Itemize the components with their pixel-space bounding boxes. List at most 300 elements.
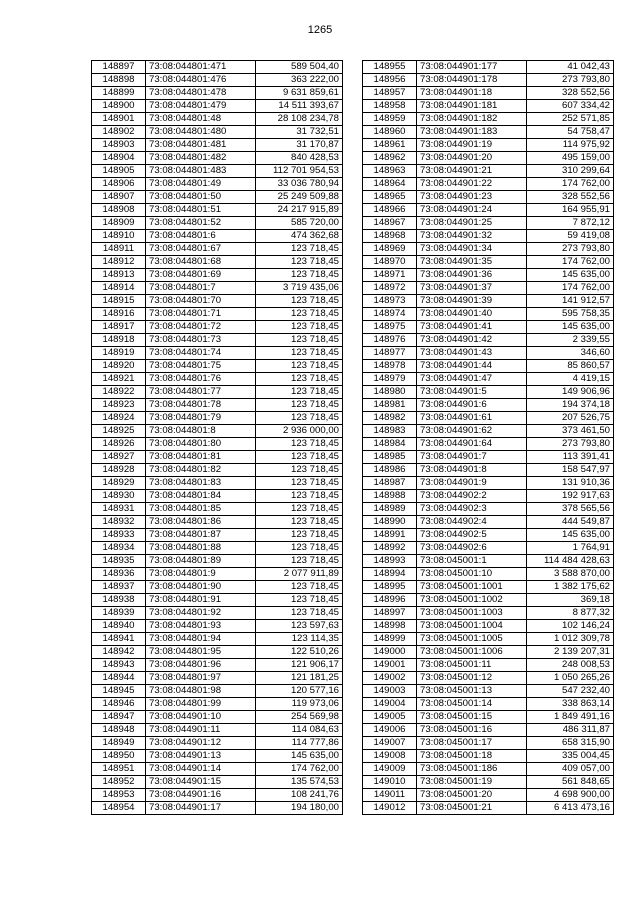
cadastral-value: 194 374,18	[527, 399, 614, 412]
cadastral-value: 123 718,45	[256, 594, 343, 607]
row-number: 148925	[92, 425, 146, 438]
row-number: 149001	[363, 659, 417, 672]
cadastral-value: 7 872,12	[527, 217, 614, 230]
cadastral-number: 73:08:044902:2	[417, 490, 527, 503]
cadastral-number: 73:08:044901:6	[417, 399, 527, 412]
table-row	[363, 750, 614, 763]
cadastral-number: 73:08:044901:177	[417, 61, 527, 74]
table-row	[92, 126, 343, 139]
row-number: 148926	[92, 438, 146, 451]
cadastral-number: 73:08:044801:67	[146, 243, 256, 256]
table-row	[92, 529, 343, 542]
cadastral-number: 73:08:044801:68	[146, 256, 256, 269]
table-row	[363, 178, 614, 191]
cadastral-value: 123 718,45	[256, 243, 343, 256]
row-number: 148990	[363, 516, 417, 529]
table-row	[92, 802, 343, 815]
cadastral-number: 73:08:044902:6	[417, 542, 527, 555]
row-number: 148956	[363, 74, 417, 87]
row-number: 148985	[363, 451, 417, 464]
cadastral-number: 73:08:044901:37	[417, 282, 527, 295]
table-row	[92, 152, 343, 165]
table-row	[92, 438, 343, 451]
cadastral-number: 73:08:044801:6	[146, 230, 256, 243]
row-number: 148898	[92, 74, 146, 87]
cadastral-value: 123 718,45	[256, 451, 343, 464]
cadastral-value: 123 718,45	[256, 607, 343, 620]
cadastral-number: 73:08:044901:5	[417, 386, 527, 399]
cadastral-value: 248 008,53	[527, 659, 614, 672]
cadastral-number: 73:08:044801:95	[146, 646, 256, 659]
cadastral-value: 254 569,98	[256, 711, 343, 724]
table-row	[363, 74, 614, 87]
table-row	[363, 464, 614, 477]
row-number: 148962	[363, 152, 417, 165]
cadastral-number: 73:08:045001:10	[417, 568, 527, 581]
cadastral-number: 73:08:045001:1	[417, 555, 527, 568]
table-row	[363, 698, 614, 711]
cadastral-value: 123 718,45	[256, 529, 343, 542]
cadastral-value: 14 511 393,67	[256, 100, 343, 113]
cadastral-number: 73:08:044901:183	[417, 126, 527, 139]
cadastral-number: 73:08:044801:480	[146, 126, 256, 139]
row-number: 148980	[363, 386, 417, 399]
row-number: 148975	[363, 321, 417, 334]
row-number: 148910	[92, 230, 146, 243]
cadastral-value: 123 718,45	[256, 490, 343, 503]
cadastral-value: 123 718,45	[256, 399, 343, 412]
cadastral-value: 114 484 428,63	[527, 555, 614, 568]
table-row	[363, 789, 614, 802]
cadastral-number: 73:08:044901:61	[417, 412, 527, 425]
cadastral-number: 73:08:044901:34	[417, 243, 527, 256]
row-number: 148923	[92, 399, 146, 412]
cadastral-number: 73:08:045001:1005	[417, 633, 527, 646]
row-number: 148965	[363, 191, 417, 204]
table-row	[92, 74, 343, 87]
row-number: 148902	[92, 126, 146, 139]
cadastral-number: 73:08:044901:47	[417, 373, 527, 386]
row-number: 148918	[92, 334, 146, 347]
table-row	[363, 100, 614, 113]
cadastral-value: 123 718,45	[256, 386, 343, 399]
cadastral-value: 174 762,00	[527, 178, 614, 191]
cadastral-number: 73:08:044901:42	[417, 334, 527, 347]
cadastral-value: 658 315,90	[527, 737, 614, 750]
cadastral-value: 495 159,00	[527, 152, 614, 165]
cadastral-value: 108 241,76	[256, 789, 343, 802]
row-number: 148964	[363, 178, 417, 191]
row-number: 148951	[92, 763, 146, 776]
table-row	[92, 776, 343, 789]
cadastral-number: 73:08:044901:9	[417, 477, 527, 490]
cadastral-number: 73:08:044901:35	[417, 256, 527, 269]
cadastral-number: 73:08:044901:36	[417, 269, 527, 282]
cadastral-number: 73:08:044901:40	[417, 308, 527, 321]
row-number: 149009	[363, 763, 417, 776]
cadastral-value: 113 391,41	[527, 451, 614, 464]
row-number: 148909	[92, 217, 146, 230]
row-number: 148967	[363, 217, 417, 230]
table-row	[363, 490, 614, 503]
cadastral-value: 252 571,85	[527, 113, 614, 126]
cadastral-number: 73:08:044901:41	[417, 321, 527, 334]
cadastral-value: 3 719 435,06	[256, 282, 343, 295]
cadastral-value: 174 762,00	[527, 256, 614, 269]
cadastral-number: 73:08:044801:89	[146, 555, 256, 568]
row-number: 148920	[92, 360, 146, 373]
cadastral-value: 112 701 954,53	[256, 165, 343, 178]
cadastral-value: 102 146,24	[527, 620, 614, 633]
cadastral-number: 73:08:044901:12	[146, 737, 256, 750]
row-number: 148987	[363, 477, 417, 490]
cadastral-number: 73:08:044901:25	[417, 217, 527, 230]
cadastral-value: 123 718,45	[256, 581, 343, 594]
cadastral-number: 73:08:044801:482	[146, 152, 256, 165]
cadastral-number: 73:08:044801:51	[146, 204, 256, 217]
table-row	[363, 412, 614, 425]
table-row	[363, 243, 614, 256]
row-number: 148968	[363, 230, 417, 243]
cadastral-value: 131 910,36	[527, 477, 614, 490]
row-number: 148977	[363, 347, 417, 360]
cadastral-value: 9 631 859,61	[256, 87, 343, 100]
row-number: 148976	[363, 334, 417, 347]
table-row	[363, 581, 614, 594]
cadastral-number: 73:08:044801:75	[146, 360, 256, 373]
table-row	[92, 555, 343, 568]
cadastral-number: 73:08:044901:15	[146, 776, 256, 789]
cadastral-value: 4 698 900,00	[527, 789, 614, 802]
row-number: 148960	[363, 126, 417, 139]
page-number: 1265	[307, 24, 333, 36]
cadastral-value: 123 718,45	[256, 269, 343, 282]
cadastral-value: 363 222,00	[256, 74, 343, 87]
cadastral-number: 73:08:044801:49	[146, 178, 256, 191]
cadastral-number: 73:08:045001:13	[417, 685, 527, 698]
table-row	[92, 646, 343, 659]
row-number: 148984	[363, 438, 417, 451]
table-row	[363, 295, 614, 308]
cadastral-value: 123 597,63	[256, 620, 343, 633]
table-row	[92, 191, 343, 204]
table-row	[92, 750, 343, 763]
cadastral-number: 73:08:044901:17	[146, 802, 256, 815]
row-number: 148995	[363, 581, 417, 594]
cadastral-value: 123 718,45	[256, 295, 343, 308]
cadastral-value: 3 588 870,00	[527, 568, 614, 581]
table-row	[92, 113, 343, 126]
cadastral-number: 73:08:044801:476	[146, 74, 256, 87]
cadastral-number: 73:08:044901:182	[417, 113, 527, 126]
cadastral-value: 373 461,50	[527, 425, 614, 438]
row-number: 148928	[92, 464, 146, 477]
row-number: 148961	[363, 139, 417, 152]
cadastral-value: 41 042,43	[527, 61, 614, 74]
cadastral-value: 607 334,42	[527, 100, 614, 113]
table-row	[92, 737, 343, 750]
table-row	[92, 620, 343, 633]
cadastral-number: 73:08:044801:99	[146, 698, 256, 711]
cadastral-value: 121 906,17	[256, 659, 343, 672]
cadastral-number: 73:08:045001:186	[417, 763, 527, 776]
table-row	[363, 763, 614, 776]
row-number: 148935	[92, 555, 146, 568]
cadastral-table-left	[91, 60, 343, 815]
table-row	[92, 464, 343, 477]
cadastral-number: 73:08:044901:181	[417, 100, 527, 113]
table-row	[92, 685, 343, 698]
table-row	[92, 698, 343, 711]
row-number: 148974	[363, 308, 417, 321]
row-number: 148911	[92, 243, 146, 256]
row-number: 148958	[363, 100, 417, 113]
cadastral-number: 73:08:044801:85	[146, 503, 256, 516]
cadastral-value: 585 720,00	[256, 217, 343, 230]
row-number: 149010	[363, 776, 417, 789]
row-number: 148907	[92, 191, 146, 204]
cadastral-value: 123 718,45	[256, 503, 343, 516]
table-row	[92, 490, 343, 503]
cadastral-number: 73:08:044901:10	[146, 711, 256, 724]
row-number: 148949	[92, 737, 146, 750]
cadastral-value: 149 906,96	[527, 386, 614, 399]
table-row	[92, 711, 343, 724]
cadastral-value: 207 526,75	[527, 412, 614, 425]
table-row	[363, 516, 614, 529]
cadastral-number: 73:08:044901:24	[417, 204, 527, 217]
cadastral-number: 73:08:044901:16	[146, 789, 256, 802]
row-number: 148933	[92, 529, 146, 542]
row-number: 148901	[92, 113, 146, 126]
table-row	[92, 178, 343, 191]
row-number: 148991	[363, 529, 417, 542]
cadastral-value: 486 311,87	[527, 724, 614, 737]
cadastral-value: 1 050 265,26	[527, 672, 614, 685]
cadastral-number: 73:08:044801:80	[146, 438, 256, 451]
cadastral-value: 589 504,40	[256, 61, 343, 74]
cadastral-number: 73:08:045001:1003	[417, 607, 527, 620]
cadastral-value: 120 577,16	[256, 685, 343, 698]
cadastral-value: 54 758,47	[527, 126, 614, 139]
cadastral-number: 73:08:044801:83	[146, 477, 256, 490]
cadastral-value: 561 848,65	[527, 776, 614, 789]
row-number: 148966	[363, 204, 417, 217]
table-row	[363, 217, 614, 230]
table-row	[363, 776, 614, 789]
table-row	[92, 386, 343, 399]
cadastral-value: 2 077 911,89	[256, 568, 343, 581]
table-row	[92, 230, 343, 243]
table-row	[363, 542, 614, 555]
cadastral-value: 31 170,87	[256, 139, 343, 152]
row-number: 148942	[92, 646, 146, 659]
table-row	[92, 360, 343, 373]
cadastral-value: 121 181,25	[256, 672, 343, 685]
cadastral-value: 338 863,14	[527, 698, 614, 711]
row-number: 148963	[363, 165, 417, 178]
cadastral-number: 73:08:045001:16	[417, 724, 527, 737]
cadastral-value: 328 552,56	[527, 191, 614, 204]
cadastral-value: 174 762,00	[256, 763, 343, 776]
cadastral-value: 547 232,40	[527, 685, 614, 698]
row-number: 148945	[92, 685, 146, 698]
table-row	[92, 763, 343, 776]
row-number: 149007	[363, 737, 417, 750]
row-number: 148972	[363, 282, 417, 295]
cadastral-value: 59 419,08	[527, 230, 614, 243]
table-row	[92, 87, 343, 100]
row-number: 148900	[92, 100, 146, 113]
cadastral-value: 840 428,53	[256, 152, 343, 165]
row-number: 148950	[92, 750, 146, 763]
row-number: 148936	[92, 568, 146, 581]
row-number: 148944	[92, 672, 146, 685]
cadastral-value: 145 635,00	[256, 750, 343, 763]
row-number: 148997	[363, 607, 417, 620]
cadastral-number: 73:08:044902:5	[417, 529, 527, 542]
row-number: 149004	[363, 698, 417, 711]
row-number: 148921	[92, 373, 146, 386]
table-row	[363, 334, 614, 347]
table-row	[92, 243, 343, 256]
cadastral-value: 123 718,45	[256, 542, 343, 555]
cadastral-number: 73:08:044801:471	[146, 61, 256, 74]
row-number: 148952	[92, 776, 146, 789]
table-row	[363, 165, 614, 178]
row-number: 148981	[363, 399, 417, 412]
row-number: 148988	[363, 490, 417, 503]
table-row	[363, 269, 614, 282]
table-row	[363, 126, 614, 139]
row-number: 148927	[92, 451, 146, 464]
cadastral-number: 73:08:044801:79	[146, 412, 256, 425]
row-number: 148913	[92, 269, 146, 282]
cadastral-number: 73:08:044801:52	[146, 217, 256, 230]
row-number: 148930	[92, 490, 146, 503]
row-number: 148937	[92, 581, 146, 594]
row-number: 148986	[363, 464, 417, 477]
cadastral-number: 73:08:044901:11	[146, 724, 256, 737]
cadastral-number: 73:08:044901:7	[417, 451, 527, 464]
cadastral-value: 24 217 915,89	[256, 204, 343, 217]
table-row	[363, 386, 614, 399]
cadastral-value: 310 299,64	[527, 165, 614, 178]
cadastral-value: 123 718,45	[256, 412, 343, 425]
cadastral-table-right	[362, 60, 614, 815]
row-number: 148914	[92, 282, 146, 295]
row-number: 148982	[363, 412, 417, 425]
cadastral-number: 73:08:044902:3	[417, 503, 527, 516]
cadastral-number: 73:08:045001:17	[417, 737, 527, 750]
cadastral-number: 73:08:044801:96	[146, 659, 256, 672]
table-row	[363, 347, 614, 360]
row-number: 148954	[92, 802, 146, 815]
cadastral-number: 73:08:045001:1004	[417, 620, 527, 633]
row-number: 149008	[363, 750, 417, 763]
cadastral-number: 73:08:044801:70	[146, 295, 256, 308]
cadastral-value: 123 718,45	[256, 373, 343, 386]
table-row	[92, 308, 343, 321]
cadastral-number: 73:08:044901:22	[417, 178, 527, 191]
cadastral-value: 123 718,45	[256, 555, 343, 568]
table-row	[363, 438, 614, 451]
cadastral-value: 114 084,63	[256, 724, 343, 737]
cadastral-value: 122 510,26	[256, 646, 343, 659]
cadastral-number: 73:08:045001:20	[417, 789, 527, 802]
cadastral-number: 73:08:044801:81	[146, 451, 256, 464]
table-row	[363, 256, 614, 269]
cadastral-number: 73:08:044901:62	[417, 425, 527, 438]
table-row	[363, 477, 614, 490]
cadastral-value: 1 382 175,62	[527, 581, 614, 594]
row-number: 148938	[92, 594, 146, 607]
cadastral-number: 73:08:045001:11	[417, 659, 527, 672]
table-row	[363, 204, 614, 217]
cadastral-value: 123 718,45	[256, 334, 343, 347]
cadastral-number: 73:08:044801:76	[146, 373, 256, 386]
cadastral-number: 73:08:044901:43	[417, 347, 527, 360]
cadastral-number: 73:08:044901:32	[417, 230, 527, 243]
cadastral-number: 73:08:044801:478	[146, 87, 256, 100]
cadastral-value: 474 362,68	[256, 230, 343, 243]
table-row	[92, 633, 343, 646]
table-row	[92, 568, 343, 581]
cadastral-value: 145 635,00	[527, 321, 614, 334]
table-row	[363, 321, 614, 334]
cadastral-number: 73:08:045001:1001	[417, 581, 527, 594]
row-number: 148979	[363, 373, 417, 386]
row-number: 148917	[92, 321, 146, 334]
row-number: 148932	[92, 516, 146, 529]
table-row	[363, 61, 614, 74]
cadastral-number: 73:08:044801:8	[146, 425, 256, 438]
table-row	[363, 724, 614, 737]
cadastral-number: 73:08:044801:94	[146, 633, 256, 646]
cadastral-number: 73:08:044901:18	[417, 87, 527, 100]
cadastral-value: 595 758,35	[527, 308, 614, 321]
table-row	[363, 87, 614, 100]
row-number: 148897	[92, 61, 146, 74]
row-number: 148919	[92, 347, 146, 360]
row-number: 148998	[363, 620, 417, 633]
table-row	[363, 152, 614, 165]
table-row	[363, 503, 614, 516]
cadastral-number: 73:08:044801:90	[146, 581, 256, 594]
cadastral-value: 33 036 780,94	[256, 178, 343, 191]
row-number: 148939	[92, 607, 146, 620]
cadastral-value: 123 718,45	[256, 516, 343, 529]
cadastral-number: 73:08:044901:178	[417, 74, 527, 87]
cadastral-value: 378 565,56	[527, 503, 614, 516]
cadastral-number: 73:08:044801:71	[146, 308, 256, 321]
table-row	[92, 542, 343, 555]
cadastral-number: 73:08:045001:21	[417, 802, 527, 815]
cadastral-value: 31 732,51	[256, 126, 343, 139]
row-number: 148915	[92, 295, 146, 308]
cadastral-number: 73:08:044801:73	[146, 334, 256, 347]
cadastral-number: 73:08:044901:23	[417, 191, 527, 204]
row-number: 148992	[363, 542, 417, 555]
row-number: 149002	[363, 672, 417, 685]
table-row	[363, 646, 614, 659]
row-number: 149005	[363, 711, 417, 724]
row-number: 148947	[92, 711, 146, 724]
cadastral-value: 145 635,00	[527, 269, 614, 282]
table-row	[92, 789, 343, 802]
cadastral-value: 1 849 491,16	[527, 711, 614, 724]
cadastral-value: 335 004,45	[527, 750, 614, 763]
